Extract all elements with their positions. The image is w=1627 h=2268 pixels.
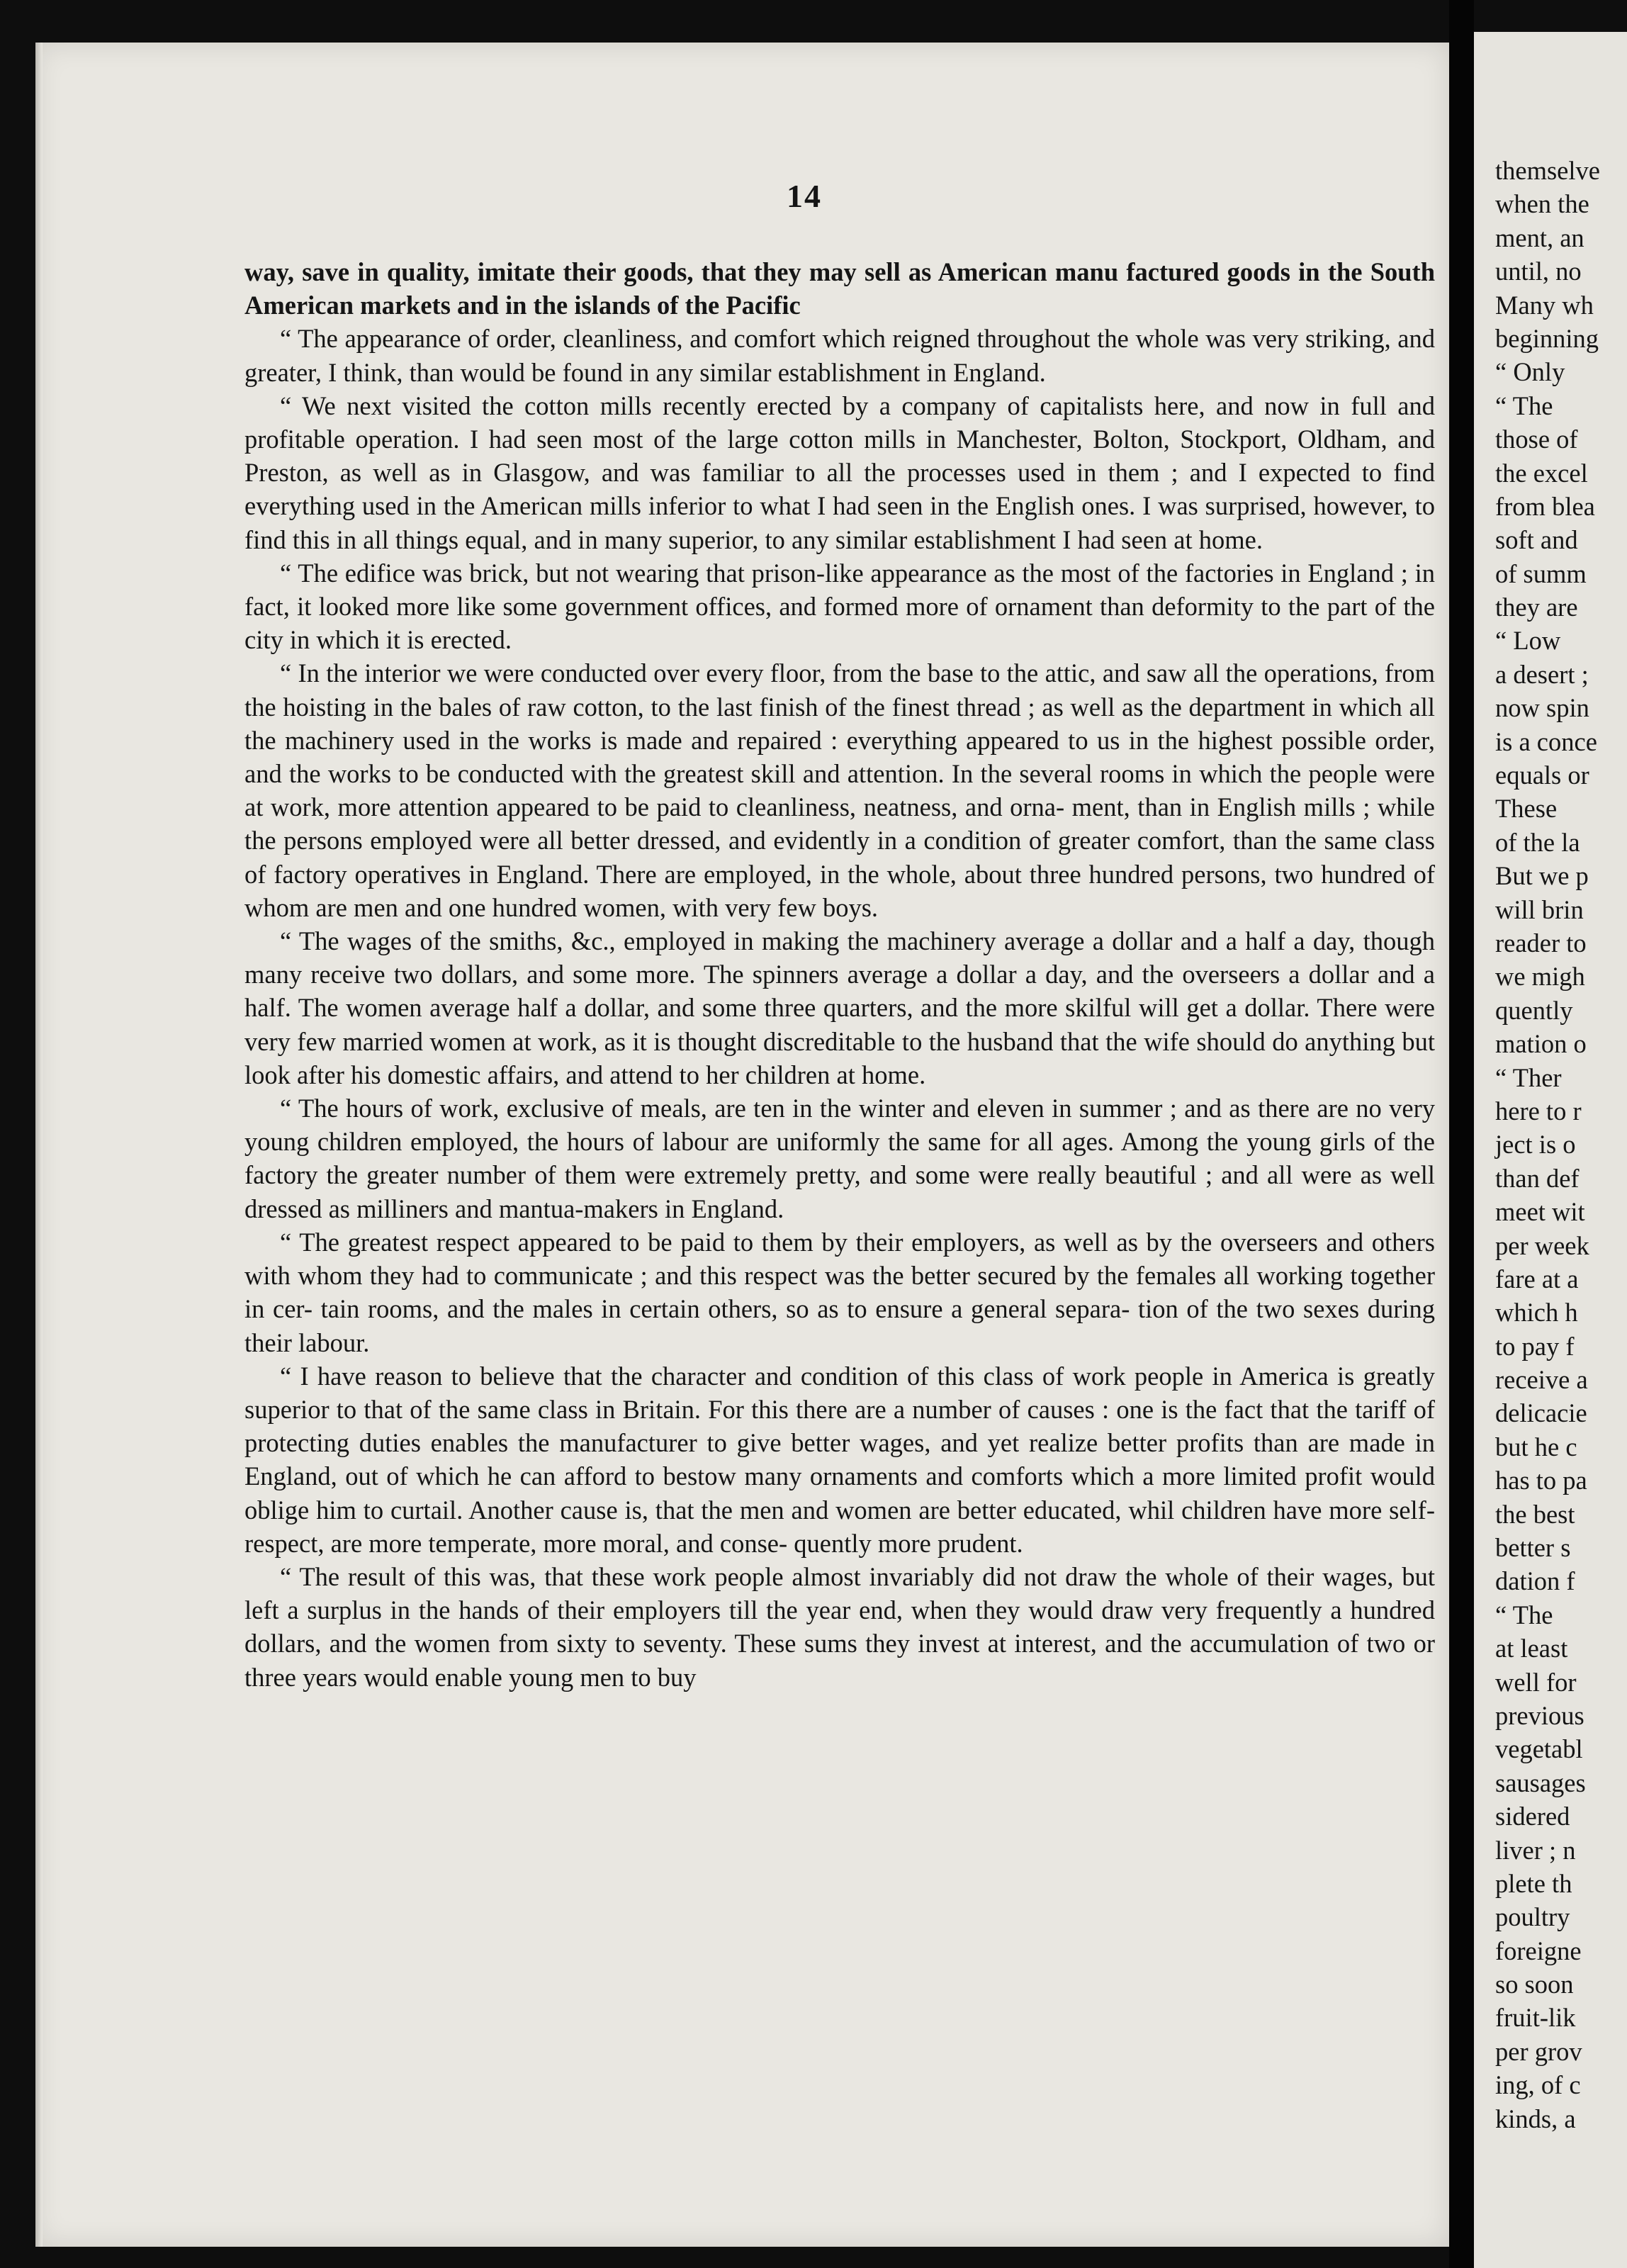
adjacent-page-line: “ Ther <box>1495 1062 1562 1092</box>
paragraph: “ The edifice was brick, but not wearing that prison-like appearance as the most of the factories in England ; in fact, it looked more like some government offices, and formed more of ornament than deformity to the part of the city in which it is erected. <box>244 558 1435 655</box>
adjacent-page-line: the excel <box>1495 458 1588 488</box>
adjacent-page-line: fruit-lik <box>1495 2003 1576 2033</box>
adjacent-page-line: until, no <box>1495 257 1582 286</box>
adjacent-page-line: so soon <box>1495 1970 1574 1999</box>
adjacent-page-line: poultry <box>1495 1902 1570 1932</box>
adjacent-page-line: plete th <box>1495 1868 1572 1898</box>
adjacent-page-line: a desert ; <box>1495 659 1589 689</box>
adjacent-page-line: Many wh <box>1495 290 1594 320</box>
adjacent-page-line: when the <box>1495 189 1589 219</box>
paragraph: “ The greatest respect appeared to be paid to them by their employers, as well as by the overseers and others with whom they had to communicate ; and this respect was the better secured by the females all working together in cer- tain rooms, and the males in certain others, so as to ensure a general separa- tion of the two sexes during their labour. <box>244 1227 1435 1357</box>
adjacent-page-line: “ The <box>1495 1600 1553 1629</box>
adjacent-page-line: delicacie <box>1495 1398 1587 1428</box>
adjacent-page-line: receive a <box>1495 1365 1588 1395</box>
adjacent-page-line: the best <box>1495 1499 1575 1529</box>
adjacent-page-line: dation f <box>1495 1566 1575 1596</box>
adjacent-page-line: sausages <box>1495 1768 1586 1797</box>
paragraph: “ We next visited the cotton mills recently erected by a company of capitalists here, and now in full and profitable operation. I had seen most of the large cotton mills in Manchester, Bolton, Stockport, Oldham, and Preston, as well as in Glasgow, and was familiar to all the processes used in them ; and I expected to find everything used in the American mills inferior to what I had seen in the English ones. I was surprised, however, to find this in all things equal, and in many superior, to any similar establishment I had seen at home. <box>244 391 1435 554</box>
adjacent-page-line: mation o <box>1495 1029 1587 1059</box>
adjacent-page-line: of the la <box>1495 827 1580 857</box>
adjacent-page-line: ing, of c <box>1495 2070 1581 2100</box>
adjacent-page-line: “ Low <box>1495 626 1561 656</box>
adjacent-page-line: quently <box>1495 995 1573 1025</box>
adjacent-page-line: “ Only <box>1495 357 1565 387</box>
adjacent-page-line: ject is o <box>1495 1130 1576 1160</box>
adjacent-page-line: themselve <box>1495 156 1600 185</box>
adjacent-page-line: foreigne <box>1495 1936 1582 1965</box>
adjacent-page-line: reader to <box>1495 928 1587 958</box>
adjacent-page-line: than def <box>1495 1163 1580 1193</box>
adjacent-page-line: beginning <box>1495 323 1599 353</box>
adjacent-page-line: those of <box>1495 425 1578 454</box>
adjacent-page-line: now spin <box>1495 693 1589 723</box>
adjacent-page-line: well for <box>1495 1667 1577 1697</box>
adjacent-page-line: But we p <box>1495 861 1589 891</box>
adjacent-page-text <box>1495 154 1627 2135</box>
book-gutter <box>1449 0 1474 2268</box>
book-page <box>35 43 1449 2247</box>
paragraph: “ The wages of the smiths, &c., employed in making the machinery average a dollar and a half a day, though many receive two dollars, and some more. The spinners average a dollar a day, and the overseers a dollar and a half. The women average half a dollar, and some three quarters, and the more skilful will get a dollar. There were very few married women at work, as it is thought discreditable to the husband that the wife should do anything but look after his domestic affairs, and attend to her children at home. <box>244 926 1435 1089</box>
adjacent-page-line: These <box>1495 794 1558 824</box>
adjacent-page-line: to pay f <box>1495 1331 1575 1361</box>
paragraph-continuation: way, save in quality, imitate their goods, that they may sell as American manu factured goods in the South American markets and in the islands of the Pacific <box>244 257 1435 320</box>
paragraph: “ The result of this was, that these work people almost invariably did not draw the whole of their wages, but left a surplus in the hands of their employers till the year end, when they would draw very frequently a hundred dollars, and the women from sixty to seventy. These sums they invest at interest, and the accumulation of two or three years would enable young men to buy <box>244 1561 1435 1692</box>
adjacent-page-line: previous <box>1495 1700 1584 1730</box>
adjacent-page-line: will brin <box>1495 894 1584 924</box>
adjacent-page-line: but he c <box>1495 1432 1577 1461</box>
adjacent-page-line: soft and <box>1495 525 1578 555</box>
adjacent-page-line: liver ; n <box>1495 1835 1576 1865</box>
adjacent-page-line: sidered <box>1495 1802 1570 1831</box>
adjacent-page-line: has to pa <box>1495 1466 1587 1495</box>
adjacent-page-line: kinds, a <box>1495 2104 1576 2133</box>
adjacent-page-line: from blea <box>1495 491 1595 521</box>
adjacent-page-line: “ The <box>1495 391 1553 420</box>
adjacent-page-line: fare at a <box>1495 1264 1579 1293</box>
paragraph: “ The hours of work, exclusive of meals, are ten in the winter and eleven in summer ; and as there are no very young children employed, the hours of labour are uniformly the same for all ages. Among the young girls of the factory the greater number of them were extremely pretty, and some were really beautiful ; and all were as well dressed as milliners and mantua-makers in England. <box>244 1094 1435 1223</box>
adjacent-page-line: better s <box>1495 1533 1571 1563</box>
adjacent-page-line: they are <box>1495 593 1578 622</box>
paragraph: “ The appearance of order, cleanliness, and comfort which reigned throughout the whole was very striking, and greater, I think, than would be found in any similar establishment in England. <box>244 324 1435 387</box>
adjacent-page-fragment <box>1474 32 1627 2268</box>
paragraph: “ In the interior we were conducted over every floor, from the base to the attic, and saw all the operations, from the hoisting in the bales of raw cotton, to the last finish of the finest thread ; as well as the department in which all the machinery used in the works is made and repaired : everything appeared to us in the highest possible order, and the works to be conducted with the greatest skill and attention. In the several rooms in which the people were at work, more attention appeared to be paid to cleanliness, neatness, and orna- ment, than in English mills ; while the persons employed were all better dressed, and evidently in a condition of greater comfort, than the same class of factory operatives in England. There are employed, in the whole, about three hundred persons, two hundred of whom are men and one hundred women, with very few boys. <box>244 658 1435 922</box>
adjacent-page-line: of summ <box>1495 558 1587 588</box>
adjacent-page-line: per grov <box>1495 2036 1582 2066</box>
adjacent-page-line: which h <box>1495 1298 1578 1327</box>
adjacent-page-line: vegetabl <box>1495 1734 1583 1764</box>
adjacent-page-line: here to r <box>1495 1096 1582 1125</box>
adjacent-page-line: per week <box>1495 1230 1589 1260</box>
adjacent-page-line: we migh <box>1495 962 1585 992</box>
page-number: 14 <box>787 178 822 214</box>
adjacent-page-line: at least <box>1495 1634 1568 1663</box>
adjacent-page-line: equals or <box>1495 760 1589 790</box>
adjacent-page-line: ment, an <box>1495 223 1584 252</box>
adjacent-page-line: is a conce <box>1495 726 1597 756</box>
page-body-text <box>244 255 1435 1694</box>
paragraph: “ I have reason to believe that the character and condition of this class of work people in America is greatly superior to that of the same class in Britain. For this there are a number of causes : one is the fact that the tariff of protecting duties enables the manufacturer to give better wages, and yet realize better profits than are made in England, out of which he can afford to bestow many ornaments and comforts which a more limited profit would oblige him to curtail. Another cause is, that the men and women are better educated, whil children have more self-respect, are more temperate, more moral, and conse- quently more prudent. <box>244 1361 1435 1558</box>
adjacent-page-line: meet wit <box>1495 1197 1585 1227</box>
